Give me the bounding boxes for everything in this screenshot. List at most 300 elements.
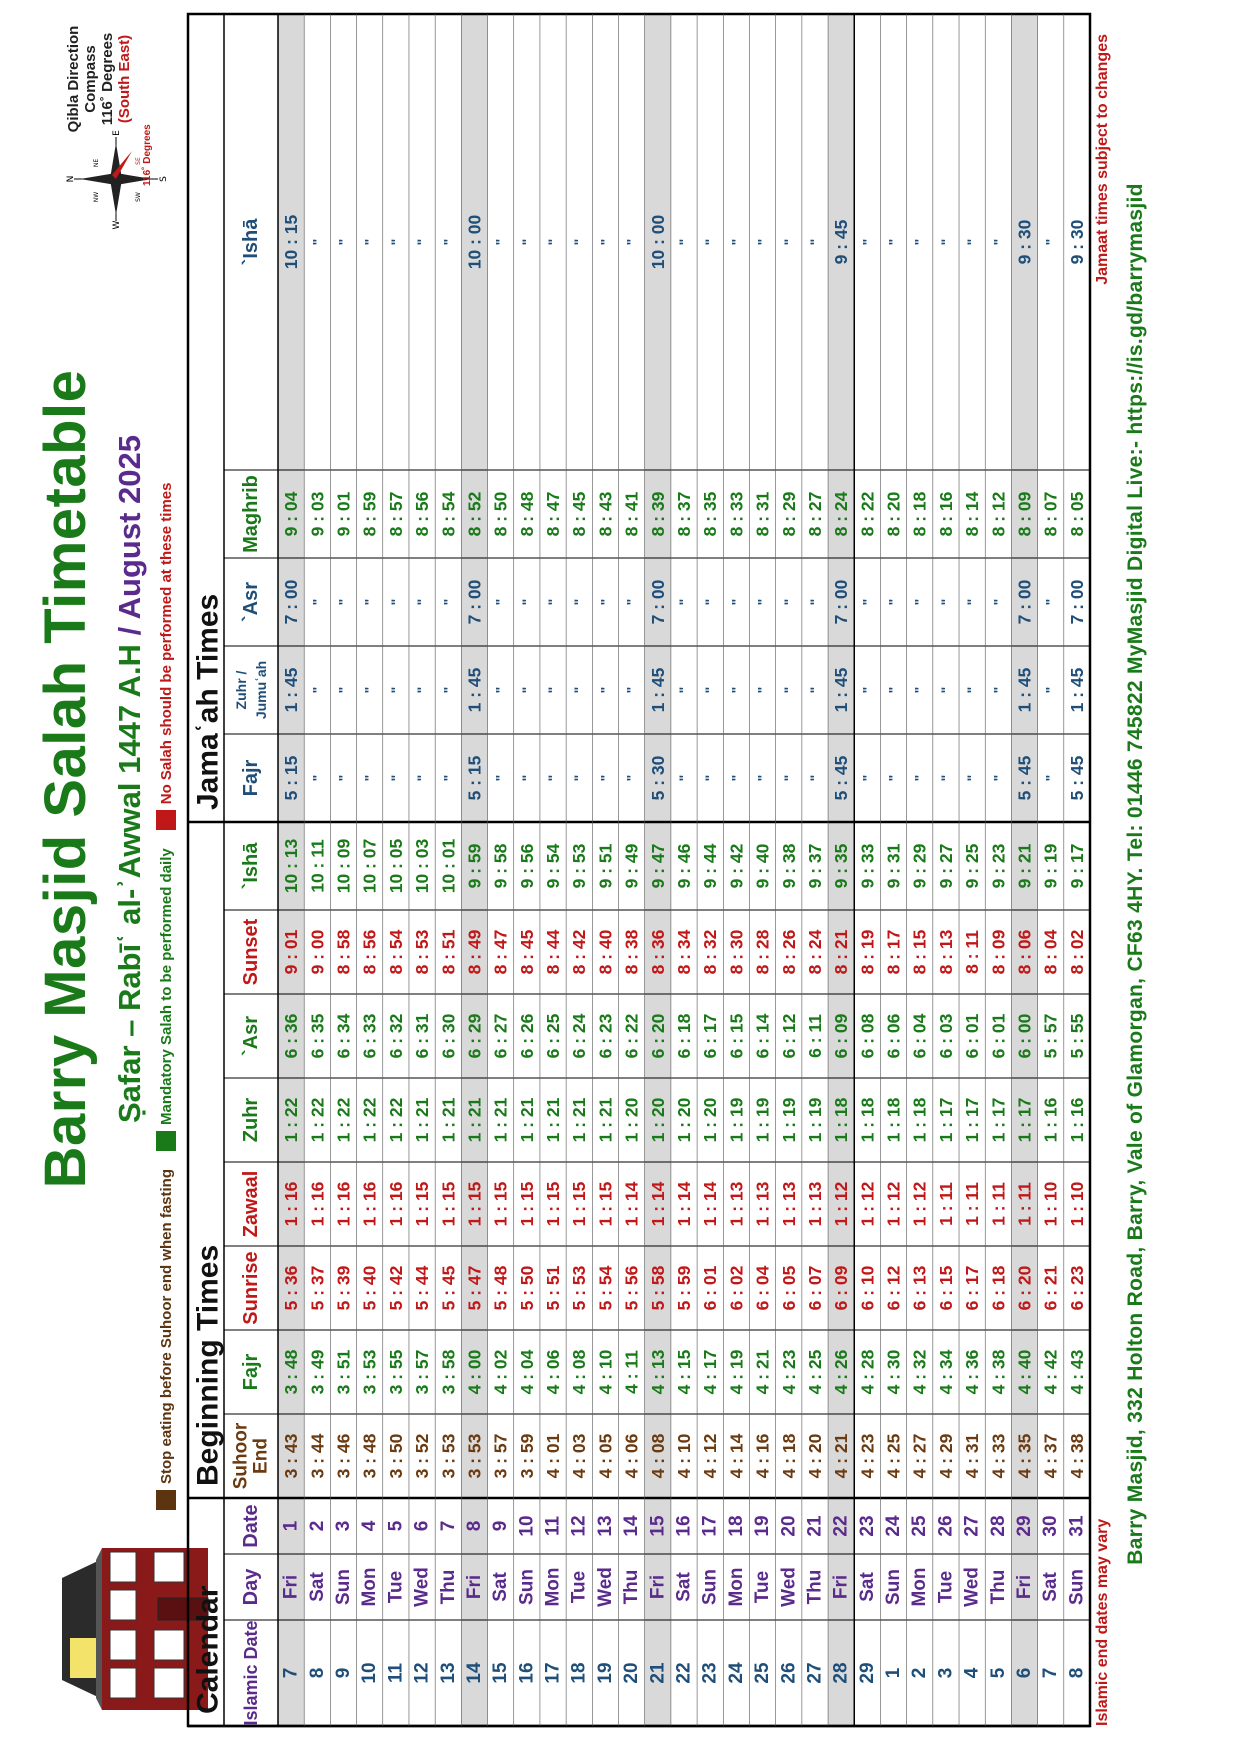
cell-zawaal: 1 : 11 — [962, 1182, 983, 1226]
cell-asr: 6 : 22 — [621, 1013, 642, 1059]
cell-sunset: 8 : 34 — [674, 929, 694, 975]
cell-jisha: " — [806, 238, 823, 246]
cell-jfajr: 5 : 30 — [647, 755, 668, 801]
cell-jmaghrib: 8 : 50 — [490, 491, 511, 537]
cell-sunset: 8 : 44 — [543, 929, 564, 975]
cell-zuhr: 1 : 22 — [359, 1097, 380, 1143]
cell-isha: 9 : 40 — [752, 843, 773, 889]
cell-zawaal: 1 : 16 — [281, 1181, 302, 1227]
cell-asr: 6 : 20 — [647, 1013, 668, 1059]
cell-fajr: 3 : 55 — [385, 1349, 406, 1395]
cell-date: 7 — [437, 1520, 459, 1532]
cell-fajr: 4 : 28 — [857, 1349, 878, 1395]
cell-jzuhr: " — [754, 686, 771, 694]
cell-zawaal: 1 : 15 — [516, 1181, 537, 1227]
cell-date: 9 — [490, 1520, 512, 1532]
cell-jfajr: " — [964, 774, 981, 782]
cell-asr: 6 : 30 — [438, 1013, 459, 1059]
cell-day: Sun — [332, 1569, 354, 1605]
cell-sunrise: 6 : 02 — [726, 1265, 747, 1311]
cell-sunset: 8 : 13 — [935, 929, 956, 975]
cell-jzuhr: " — [676, 686, 692, 694]
cell-jasr: " — [414, 598, 431, 606]
cell-jzuhr: " — [911, 686, 928, 694]
cell-jmaghrib: 8 : 27 — [804, 491, 825, 537]
cell-jisha: " — [911, 238, 928, 246]
cell-jisha: 9 : 45 — [831, 219, 852, 265]
cell-jasr: " — [754, 598, 771, 606]
cell-sunrise: 5 : 48 — [490, 1265, 511, 1311]
cell-jmaghrib: 8 : 57 — [385, 491, 406, 537]
cell-sunrise: 5 : 51 — [543, 1265, 564, 1311]
cell-asr: 6 : 06 — [883, 1013, 904, 1059]
cell-asr: 6 : 04 — [909, 1013, 930, 1059]
legend-label: Mandatory Salah to be performed daily — [157, 848, 175, 1125]
cell-sunrise: 6 : 23 — [1066, 1265, 1087, 1311]
cell-fajr: 4 : 00 — [464, 1349, 485, 1395]
cell-sunset: 8 : 30 — [726, 929, 747, 975]
cell-jfajr: " — [885, 774, 902, 782]
cell-sunrise: 6 : 12 — [883, 1265, 904, 1311]
cell-date: 31 — [1066, 1515, 1088, 1537]
cell-sunset: 8 : 32 — [700, 929, 721, 975]
cell-isha: 9 : 49 — [621, 843, 642, 889]
cell-day: Tue — [385, 1570, 407, 1604]
cell-zuhr: 1 : 17 — [988, 1097, 1009, 1143]
cell-sunset: 8 : 40 — [595, 929, 616, 975]
cell-jasr: 7 : 00 — [647, 579, 668, 625]
cell-jasr: " — [492, 598, 509, 606]
cell-date: 28 — [987, 1515, 1009, 1537]
cell-jasr: " — [571, 598, 588, 606]
cell-jmaghrib: 9 : 04 — [281, 491, 302, 537]
cell-jmaghrib: 8 : 12 — [988, 491, 1009, 537]
cell-jzuhr: " — [806, 686, 823, 694]
cell-jmaghrib: 8 : 37 — [674, 491, 694, 537]
cell-isha: 9 : 42 — [726, 843, 747, 889]
cell-jfajr: " — [597, 774, 614, 782]
column-header-jfajr: Fajr — [240, 759, 262, 797]
cell-date: 23 — [856, 1515, 878, 1537]
cell-isha: 9 : 38 — [778, 843, 799, 889]
cell-h: 7 — [1040, 1667, 1062, 1679]
cell-asr: 6 : 03 — [935, 1013, 956, 1059]
cell-jasr: " — [597, 598, 614, 606]
cell-jzuhr: " — [623, 686, 640, 694]
cell-isha: 9 : 25 — [962, 843, 983, 889]
cell-day: Fri — [647, 1574, 669, 1600]
cell-suhoor: 3 : 52 — [412, 1433, 433, 1479]
cell-jmaghrib: 8 : 59 — [359, 491, 380, 537]
cell-zawaal: 1 : 13 — [804, 1181, 825, 1227]
cell-h: 4 — [961, 1667, 983, 1679]
compass-ne: NE — [93, 158, 100, 168]
cell-zuhr: 1 : 18 — [831, 1097, 852, 1143]
cell-sunset: 8 : 56 — [359, 929, 380, 975]
cell-sunrise: 6 : 05 — [778, 1265, 799, 1311]
cell-jmaghrib: 8 : 39 — [647, 491, 668, 537]
column-header-sunrise: Sunrise — [240, 1251, 262, 1325]
qibla-line: 116˚ Degrees — [99, 32, 116, 126]
cell-zuhr: 1 : 20 — [674, 1097, 694, 1143]
cell-h: 8 — [306, 1667, 328, 1679]
cell-date: 24 — [883, 1515, 905, 1537]
legend-label: Stop eating before Suhoor end when fasting — [157, 1168, 175, 1484]
cell-h: 14 — [463, 1662, 485, 1684]
cell-isha: 10 : 13 — [281, 838, 302, 894]
cell-jfajr: 5 : 45 — [831, 755, 852, 801]
cell-asr: 6 : 01 — [988, 1013, 1009, 1059]
cell-jasr: 7 : 00 — [281, 579, 302, 625]
cell-isha: 9 : 53 — [569, 843, 590, 889]
cell-fajr: 4 : 04 — [516, 1349, 537, 1395]
cell-asr: 6 : 08 — [857, 1013, 878, 1059]
cell-fajr: 4 : 36 — [962, 1349, 983, 1395]
cell-zawaal: 1 : 11 — [988, 1182, 1009, 1226]
cell-isha: 9 : 46 — [674, 843, 694, 889]
cell-jasr: 7 : 00 — [464, 579, 485, 625]
cell-jmaghrib: 8 : 54 — [438, 491, 459, 537]
cell-jzuhr: " — [990, 686, 1007, 694]
cell-jisha: " — [754, 238, 771, 246]
cell-suhoor: 3 : 57 — [490, 1433, 511, 1479]
cell-zuhr: 1 : 21 — [516, 1097, 537, 1143]
cell-day: Thu — [987, 1569, 1009, 1605]
cell-zuhr: 1 : 19 — [726, 1097, 747, 1143]
cell-suhoor: 3 : 44 — [307, 1433, 328, 1479]
cell-sunrise: 5 : 44 — [412, 1265, 433, 1311]
cell-zuhr: 1 : 19 — [778, 1097, 799, 1143]
cell-jisha: " — [1042, 238, 1059, 246]
cell-jasr: " — [990, 598, 1007, 606]
cell-jzuhr: " — [859, 686, 876, 694]
cell-jfajr: " — [1042, 774, 1059, 782]
cell-asr: 6 : 25 — [543, 1013, 564, 1059]
cell-jfajr: " — [335, 774, 352, 782]
cell-date: 19 — [752, 1515, 774, 1537]
cell-suhoor: 4 : 33 — [988, 1433, 1009, 1479]
cell-jasr: " — [806, 598, 823, 606]
section-beginning-times: Beginning Times — [191, 1244, 225, 1486]
cell-fajr: 4 : 34 — [935, 1349, 956, 1395]
cell-zuhr: 1 : 21 — [438, 1097, 459, 1143]
cell-isha: 10 : 09 — [333, 838, 354, 894]
cell-sunrise: 6 : 15 — [935, 1265, 956, 1311]
cell-jzuhr: 1 : 45 — [1066, 667, 1087, 713]
cell-sunrise: 6 : 17 — [962, 1265, 983, 1311]
cell-h: 21 — [647, 1662, 669, 1684]
cell-zawaal: 1 : 16 — [333, 1181, 354, 1227]
cell-date: 29 — [1014, 1515, 1036, 1537]
qibla-line: (South East) — [116, 34, 133, 124]
cell-suhoor: 4 : 10 — [674, 1433, 694, 1479]
cell-zuhr: 1 : 20 — [621, 1097, 642, 1143]
cell-jzuhr: " — [885, 686, 902, 694]
cell-h: 10 — [359, 1662, 381, 1684]
cell-suhoor: 4 : 05 — [595, 1433, 616, 1479]
cell-jfajr: " — [859, 774, 876, 782]
cell-h: 28 — [830, 1662, 852, 1684]
footer-address: Barry Masjid, 332 Holton Road, Barry, Vale of Glamorgan, CF63 4HY. Tel: 01446 745822 MyMasjid Digital Live:- https://is.gd/barrymasjid — [1124, 183, 1147, 1565]
cell-jisha: " — [335, 238, 352, 246]
cell-h: 8 — [1066, 1667, 1088, 1679]
legend-label: No Salah should be performed at these times — [157, 482, 175, 805]
cell-suhoor: 4 : 23 — [857, 1433, 878, 1479]
cell-fajr: 3 : 51 — [333, 1349, 354, 1395]
cell-jzuhr: " — [335, 686, 352, 694]
section-jamaah-times: Jamaʿah Times — [191, 593, 225, 810]
cell-jfajr: " — [728, 774, 745, 782]
cell-asr: 6 : 11 — [804, 1014, 825, 1058]
cell-day: Fri — [280, 1574, 302, 1600]
cell-fajr: 4 : 10 — [595, 1349, 616, 1395]
cell-sunrise: 5 : 54 — [595, 1265, 616, 1311]
footnote-islamic-dates: Islamic end dates may vary — [1094, 1518, 1111, 1726]
cell-sunset: 8 : 15 — [909, 929, 930, 975]
cell-isha: 9 : 59 — [464, 843, 485, 889]
cell-suhoor: 4 : 06 — [621, 1433, 642, 1479]
qibla-degrees-small: 116˚ Degrees — [142, 124, 153, 186]
cell-isha: 10 : 03 — [412, 838, 433, 894]
cell-jzuhr: 1 : 45 — [281, 667, 302, 713]
cell-h: 2 — [909, 1667, 931, 1679]
cell-zawaal: 1 : 15 — [543, 1181, 564, 1227]
cell-zawaal: 1 : 14 — [647, 1181, 668, 1227]
cell-jmaghrib: 8 : 56 — [412, 491, 433, 537]
cell-jmaghrib: 8 : 43 — [595, 491, 616, 537]
cell-suhoor: 3 : 46 — [333, 1433, 354, 1479]
cell-isha: 10 : 05 — [385, 838, 406, 894]
cell-h: 19 — [594, 1662, 616, 1684]
cell-isha: 9 : 37 — [804, 843, 825, 889]
cell-jasr: " — [387, 598, 404, 606]
cell-day: Thu — [437, 1569, 459, 1605]
cell-jisha: " — [387, 238, 404, 246]
cell-jzuhr: " — [780, 686, 797, 694]
cell-jmaghrib: 8 : 48 — [516, 491, 537, 537]
cell-date: 21 — [804, 1515, 826, 1537]
cell-jzuhr: " — [309, 686, 326, 694]
cell-jzuhr: " — [937, 686, 954, 694]
cell-suhoor: 3 : 43 — [281, 1433, 302, 1479]
cell-jfajr: " — [754, 774, 771, 782]
cell-day: Fri — [463, 1574, 485, 1600]
cell-jzuhr: " — [702, 686, 719, 694]
cell-jfajr: " — [545, 774, 562, 782]
cell-day: Wed — [411, 1567, 433, 1607]
cell-date: 2 — [306, 1520, 328, 1532]
cell-isha: 9 : 56 — [516, 843, 537, 889]
cell-asr: 6 : 09 — [831, 1013, 852, 1059]
cell-sunrise: 5 : 50 — [516, 1265, 537, 1311]
cell-suhoor: 4 : 21 — [831, 1433, 852, 1479]
cell-zuhr: 1 : 20 — [647, 1097, 668, 1143]
cell-date: 27 — [961, 1515, 983, 1537]
cell-jmaghrib: 9 : 03 — [307, 491, 328, 537]
cell-asr: 6 : 32 — [385, 1013, 406, 1059]
cell-suhoor: 4 : 03 — [569, 1433, 590, 1479]
cell-zuhr: 1 : 22 — [307, 1097, 328, 1143]
cell-jisha: " — [623, 238, 640, 246]
cell-date: 20 — [778, 1515, 800, 1537]
cell-sunrise: 6 : 07 — [804, 1265, 825, 1311]
cell-jisha: " — [440, 238, 457, 246]
cell-day: Mon — [359, 1567, 381, 1607]
cell-day: Tue — [935, 1570, 957, 1604]
cell-zawaal: 1 : 15 — [412, 1181, 433, 1227]
cell-asr: 6 : 18 — [674, 1013, 694, 1059]
cell-jmaghrib: 8 : 35 — [700, 491, 721, 537]
qibla-line: Compass — [82, 45, 99, 113]
cell-isha: 9 : 33 — [857, 843, 878, 889]
cell-zawaal: 1 : 10 — [1040, 1181, 1061, 1227]
cell-h: 16 — [516, 1662, 538, 1684]
cell-isha: 9 : 54 — [543, 843, 564, 889]
cell-jfajr: 5 : 15 — [464, 755, 485, 801]
cell-isha: 10 : 07 — [359, 838, 380, 894]
cell-jasr: " — [702, 598, 719, 606]
cell-day: Wed — [594, 1567, 616, 1607]
cell-zawaal: 1 : 14 — [621, 1181, 642, 1227]
cell-isha: 9 : 31 — [883, 843, 904, 889]
column-header-jzuhr: Jumuʿah — [253, 660, 269, 720]
cell-asr: 6 : 12 — [778, 1013, 799, 1059]
cell-suhoor: 3 : 53 — [464, 1433, 485, 1479]
cell-jfajr: " — [780, 774, 797, 782]
cell-zuhr: 1 : 22 — [385, 1097, 406, 1143]
cell-asr: 6 : 35 — [307, 1013, 328, 1059]
cell-sunrise: 5 : 37 — [307, 1265, 328, 1311]
cell-sunrise: 6 : 13 — [909, 1265, 930, 1311]
cell-day: Sat — [306, 1572, 328, 1602]
cell-jisha: " — [492, 238, 509, 246]
cell-fajr: 4 : 25 — [804, 1349, 825, 1395]
cell-jfajr: " — [440, 774, 457, 782]
cell-asr: 6 : 31 — [412, 1013, 433, 1059]
column-header-zuhr: Zuhr — [240, 1097, 262, 1143]
cell-jasr: " — [623, 598, 640, 606]
cell-isha: 9 : 51 — [595, 843, 616, 889]
cell-day: Thu — [804, 1569, 826, 1605]
column-header-jasr: `Asr — [240, 581, 262, 623]
cell-asr: 5 : 57 — [1040, 1013, 1061, 1059]
cell-jmaghrib: 8 : 07 — [1040, 491, 1061, 537]
cell-sunrise: 5 : 58 — [647, 1265, 668, 1311]
cell-sunrise: 5 : 39 — [333, 1265, 354, 1311]
cell-day: Sat — [490, 1572, 512, 1602]
cell-jasr: " — [859, 598, 876, 606]
cell-jzuhr: " — [571, 686, 588, 694]
cell-day: Fri — [830, 1574, 852, 1600]
cell-fajr: 3 : 48 — [281, 1349, 302, 1395]
cell-h: 1 — [883, 1667, 905, 1679]
cell-isha: 9 : 29 — [909, 843, 930, 889]
cell-jzuhr: " — [1042, 686, 1059, 694]
cell-fajr: 4 : 17 — [700, 1349, 721, 1395]
cell-jasr: " — [1042, 598, 1059, 606]
cell-day: Sun — [1066, 1569, 1088, 1605]
cell-zawaal: 1 : 14 — [700, 1181, 721, 1227]
column-header-date: Date — [240, 1504, 262, 1548]
cell-zawaal: 1 : 16 — [307, 1181, 328, 1227]
column-header-isha: `Ishā — [240, 842, 262, 890]
cell-day: Sat — [856, 1572, 878, 1602]
page-title: Barry Masjid Salah Timetable — [33, 369, 98, 1189]
cell-sunset: 8 : 11 — [962, 930, 983, 974]
cell-sunset: 8 : 06 — [1014, 929, 1035, 975]
cell-zawaal: 1 : 13 — [752, 1181, 773, 1227]
cell-sunrise: 6 : 01 — [700, 1265, 721, 1311]
cell-jzuhr: " — [414, 686, 431, 694]
cell-asr: 6 : 15 — [726, 1013, 747, 1059]
cell-date: 15 — [647, 1515, 669, 1537]
cell-jisha: " — [414, 238, 431, 246]
cell-jzuhr: 1 : 45 — [647, 667, 668, 713]
cell-jmaghrib: 8 : 41 — [621, 491, 642, 537]
cell-suhoor: 3 : 53 — [438, 1433, 459, 1479]
cell-h: 3 — [935, 1667, 957, 1679]
cell-day: Tue — [568, 1570, 590, 1604]
cell-suhoor: 4 : 01 — [543, 1433, 564, 1479]
cell-sunrise: 5 : 40 — [359, 1265, 380, 1311]
hijri-months: Ṣafar – Rabīʿ al-ʾAwwal 1447 A.H — [112, 644, 147, 1124]
cell-jfajr: " — [309, 774, 326, 782]
cell-suhoor: 4 : 20 — [804, 1433, 825, 1479]
cell-jasr: " — [728, 598, 745, 606]
column-header-fajr: Fajr — [240, 1353, 262, 1391]
cell-jasr: " — [911, 598, 928, 606]
column-header-zawaal: Zawaal — [240, 1170, 262, 1238]
cell-sunset: 8 : 38 — [621, 929, 642, 975]
cell-date: 30 — [1040, 1515, 1062, 1537]
gregorian-month: August 2025 — [112, 435, 147, 620]
cell-jasr: " — [309, 598, 326, 606]
cell-jisha: 10 : 00 — [464, 214, 485, 270]
cell-h: 18 — [568, 1662, 590, 1684]
cell-sunset: 8 : 54 — [385, 929, 406, 975]
cell-jmaghrib: 8 : 16 — [935, 491, 956, 537]
cell-h: 26 — [778, 1662, 800, 1684]
cell-jfajr: " — [937, 774, 954, 782]
compass-n: N — [66, 175, 76, 183]
cell-fajr: 4 : 19 — [726, 1349, 747, 1395]
cell-h: 7 — [280, 1667, 302, 1679]
cell-jmaghrib: 8 : 31 — [752, 491, 773, 537]
cell-fajr: 4 : 23 — [778, 1349, 799, 1395]
cell-fajr: 4 : 32 — [909, 1349, 930, 1395]
cell-asr: 6 : 26 — [516, 1013, 537, 1059]
cell-day: Tue — [752, 1570, 774, 1604]
cell-sunset: 8 : 28 — [752, 929, 773, 975]
cell-sunset: 8 : 51 — [438, 929, 459, 975]
cell-asr: 5 : 55 — [1066, 1013, 1087, 1059]
cell-zuhr: 1 : 21 — [490, 1097, 511, 1143]
cell-jzuhr: " — [964, 686, 981, 694]
cell-asr: 6 : 27 — [490, 1013, 511, 1059]
cell-h: 9 — [332, 1667, 354, 1679]
cell-suhoor: 4 : 29 — [935, 1433, 956, 1479]
cell-day: Fri — [1014, 1574, 1036, 1600]
cell-suhoor: 4 : 37 — [1040, 1433, 1061, 1479]
cell-sunrise: 5 : 45 — [438, 1265, 459, 1311]
cell-sunset: 8 : 53 — [412, 929, 433, 975]
cell-jisha: " — [597, 238, 614, 246]
cell-jfajr: " — [702, 774, 719, 782]
cell-fajr: 3 : 53 — [359, 1349, 380, 1395]
cell-isha: 9 : 17 — [1066, 843, 1087, 889]
cell-sunrise: 6 : 21 — [1040, 1265, 1061, 1311]
cell-zawaal: 1 : 15 — [438, 1181, 459, 1227]
